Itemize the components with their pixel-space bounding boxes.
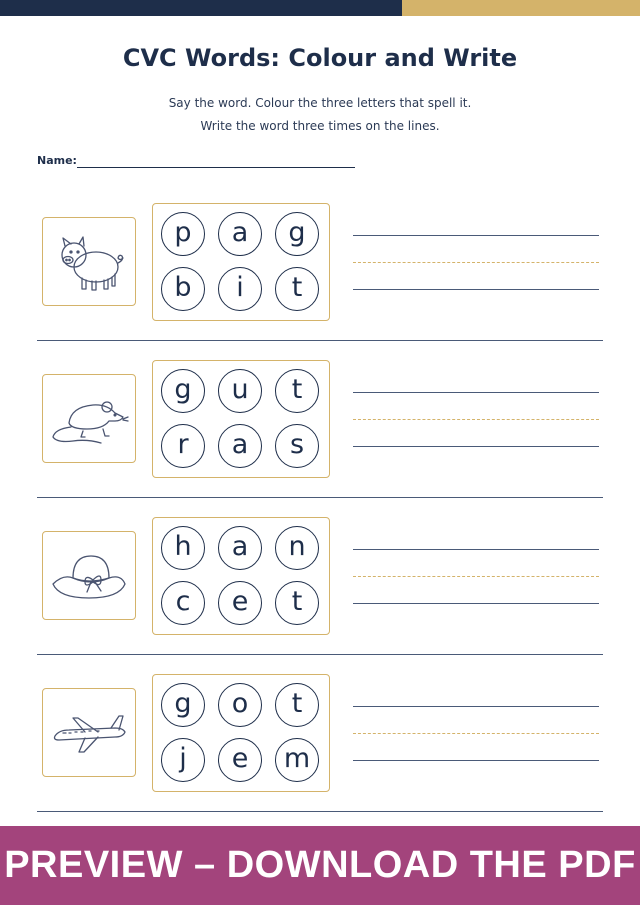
letter-circle[interactable]: m [275, 738, 319, 782]
letter-circle[interactable]: t [275, 683, 319, 727]
writing-line-top[interactable] [353, 235, 599, 236]
word-row-3 [0, 501, 640, 658]
row-divider [37, 654, 603, 655]
hat-icon [49, 548, 129, 604]
page-title: CVC Words: Colour and Write [122, 44, 518, 72]
letter-circle[interactable]: g [161, 369, 205, 413]
writing-line-guide [353, 733, 599, 734]
instruction-line-1: Say the word. Colour the three letters that spell it. [168, 96, 472, 110]
name-label: Name: [37, 154, 77, 167]
letter-circle[interactable]: g [275, 212, 319, 256]
letter-circle[interactable]: s [275, 424, 319, 468]
writing-line-guide [353, 419, 599, 420]
writing-line-base[interactable] [353, 603, 599, 604]
writing-line-top[interactable] [353, 706, 599, 707]
writing-line-guide [353, 262, 599, 263]
instruction-line-2: Write the word three times on the lines. [200, 119, 440, 133]
picture-box [42, 688, 136, 777]
letter-circle[interactable]: a [218, 526, 262, 570]
letter-circle[interactable]: t [275, 369, 319, 413]
letter-box [152, 203, 330, 321]
row-divider [37, 497, 603, 498]
letter-circle[interactable]: a [218, 212, 262, 256]
letter-circle[interactable]: i [218, 267, 262, 311]
word-row-4 [0, 658, 640, 815]
letter-circle[interactable]: t [275, 581, 319, 625]
letter-circle[interactable]: u [218, 369, 262, 413]
letter-circle[interactable]: n [275, 526, 319, 570]
letter-circle[interactable]: p [161, 212, 205, 256]
top-accent-bar [0, 0, 640, 16]
letter-circle[interactable]: j [161, 738, 205, 782]
pig-icon [52, 229, 126, 295]
top-bar-gold [402, 0, 640, 16]
writing-line-top[interactable] [353, 549, 599, 550]
rat-icon [49, 389, 129, 449]
writing-line-top[interactable] [353, 392, 599, 393]
writing-line-base[interactable] [353, 289, 599, 290]
letter-circle[interactable]: c [161, 581, 205, 625]
picture-box [42, 374, 136, 463]
letter-circle[interactable]: t [275, 267, 319, 311]
airplane-icon [49, 708, 129, 758]
letter-circle[interactable]: g [161, 683, 205, 727]
letter-circle[interactable]: e [218, 738, 262, 782]
picture-box [42, 531, 136, 620]
letter-box [152, 360, 330, 478]
writing-line-guide [353, 576, 599, 577]
letter-circle[interactable]: r [161, 424, 205, 468]
letter-circle[interactable]: e [218, 581, 262, 625]
writing-line-base[interactable] [353, 446, 599, 447]
word-row-2 [0, 344, 640, 501]
letter-circle[interactable]: o [218, 683, 262, 727]
top-bar-navy [0, 0, 402, 16]
letter-box [152, 674, 330, 792]
preview-download-banner[interactable]: PREVIEW – DOWNLOAD THE PDF [0, 826, 640, 905]
picture-box [42, 217, 136, 306]
letter-circle[interactable]: a [218, 424, 262, 468]
letter-box [152, 517, 330, 635]
name-field-line[interactable] [77, 167, 355, 168]
row-divider [37, 340, 603, 341]
letter-circle[interactable]: b [161, 267, 205, 311]
row-divider [37, 811, 603, 812]
writing-line-base[interactable] [353, 760, 599, 761]
letter-circle[interactable]: h [161, 526, 205, 570]
word-row-1 [0, 187, 640, 344]
